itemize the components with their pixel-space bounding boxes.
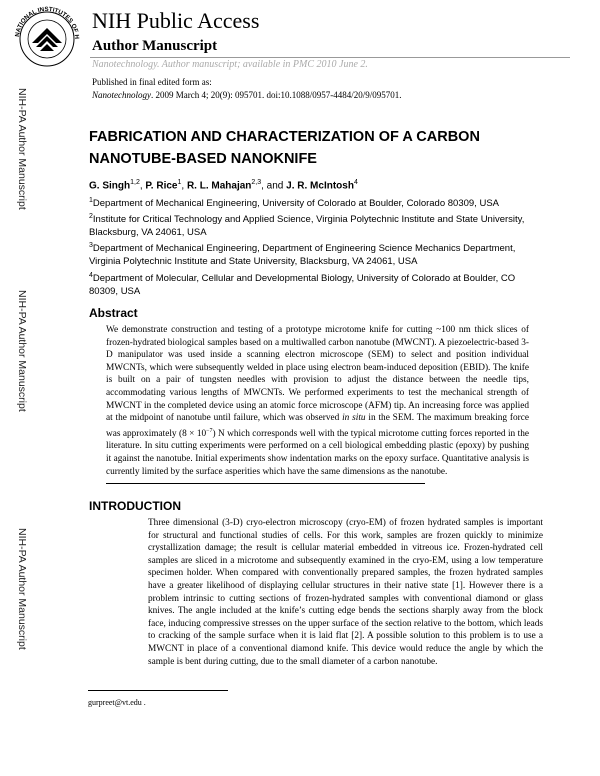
author-affil: 4 [353, 179, 358, 186]
author-name: R. L. Mahajan [186, 180, 252, 192]
side-label-2: NIH-PA Author Manuscript [16, 290, 28, 412]
abstract-text [106, 324, 529, 478]
affiliation-text: Department of Mechanical Engineering, Department of Engineering Science Mechanics Department, Virginia Polytechnic Institute and State University, Blacksburg, VA 24061, USA [89, 243, 516, 268]
abstract-rule [106, 483, 425, 484]
side-label-3: NIH-PA Author Manuscript [16, 528, 28, 650]
author-list [89, 179, 358, 191]
affiliation-text: Department of Molecular, Cellular and Developmental Biology, University of Colorado at Boulder, CO 80309, USA [89, 273, 516, 298]
abstract-heading: Abstract [89, 306, 138, 320]
abstract-part: ) N which corresponds well with the typical microtome cutting forces reported in the literature. In situ cutting experiments were performed on a cell biological embedding plastic (epoxy) by pushing it against the nanotube. Initial experiments show indentation marks on the epoxy surface. Quantitative analysis is currently limited by the surface asperities which have the same dimensions as the nanotube. [106, 428, 529, 477]
author-name: J. R. McIntosh [286, 180, 354, 192]
abstract-part: in the SEM. The maximum breaking force was approximately (8 × 10 [106, 413, 530, 439]
side-label-1: NIH-PA Author Manuscript [16, 88, 28, 210]
citation [92, 90, 401, 100]
author-separator: , and [261, 180, 287, 192]
title-line-1: FABRICATION AND CHARACTERIZATION OF A CARBON [89, 129, 480, 145]
abstract-exponent: −7 [206, 427, 213, 434]
footnote-rule [88, 690, 228, 691]
logo-text: NATIONAL INSTITUTES OF H [14, 6, 81, 40]
author-separator: , [181, 180, 187, 192]
header-title: NIH Public Access [92, 8, 260, 33]
abstract-part: We demonstrate construction and testing of a prototype microtome knife for cutting ~100 nm thick slices of frozen-hydrated biological samples based on a multiwalled carbon nanotube (MWCNT). A piezoelectric-based 3-D manipulator was used inside a scanning electron microscope (SEM) to select and position individual MWCNTs, which were subsequently welded in place using electron beam-induced deposition (EBID). The knife is built on a pair of tungsten needles with provision to adjust the distance between the needle tips, accommodating various lengths of MWCNTs. We performed experiments to test the mechanical strength of MWCNT in the completed device using an atomic force microscope (AFM) tip. An increasing force was applied at the midpoint of nanotube until failure, which was observed [106, 325, 529, 424]
affiliation-number: 2 [89, 213, 93, 220]
nih-logo [10, 6, 85, 69]
affiliation [89, 194, 539, 210]
header-divider [90, 57, 570, 58]
footnote-email: gurpreet@vt.edu . [88, 698, 146, 707]
author-affil: 1 [177, 179, 182, 186]
affiliation [89, 210, 539, 239]
manuscript-status: Nanotechnology. Author manuscript; available in PMC 2010 June 2. [92, 59, 368, 70]
intro-heading: INTRODUCTION [89, 499, 181, 513]
header-subtitle: Author Manuscript [92, 38, 218, 54]
affiliation-number: 1 [89, 197, 93, 204]
affiliation-text: Institute for Critical Technology and Applied Science, Virginia Polytechnic Institute and State University, Blacksburg, VA 24061, USA [89, 214, 525, 239]
citation-details: . 2009 March 4; 20(9): 095701. doi:10.1088/0957-4484/20/9/095701. [151, 90, 402, 100]
affiliation-number: 3 [89, 242, 93, 249]
author-separator: , [139, 180, 146, 192]
title-line-2: NANOTUBE-BASED NANOKNIFE [89, 151, 317, 167]
affiliation [89, 239, 539, 268]
author-affil: 2,3 [251, 179, 262, 186]
abstract-italic: in situ [342, 413, 366, 424]
affiliation-number: 4 [89, 272, 93, 279]
intro-text: Three dimensional (3-D) cryo-electron microscopy (cryo-EM) of frozen hydrated samples is important for structural and functional studies of cells. For this work, samples are frozen quickly to minimize crystallization damage; the result is cellular material embedded in vitreous ice. Frozen-hydrated cell samples are sliced in a microtome and subsequently examined in the cryo-EM, using a low temperature specimen holder. When compared with conventionally prepared samples, the frozen hydrated samples have a greater likelihood of displaying cellular structures in their native state [1]. However there is a problem intrinsic to cutting sections of frozen-hydrated samples with conventional diamond or glass knives. The angle included at the knife’s cutting edge bends the sections sharply away from the block face, inducing compressive stresses on the upper surface of the section relative to the bottom, which leads to cracking of the sample surface when it is laid flat [2]. A possible solution to this problem is to use a MWCNT in place of a conventional diamond knife. This device would reduce the angle by which the sample is bent during cutting, due to the small diameter of a carbon nanotube. [148, 518, 543, 667]
affiliation-text: Department of Mechanical Engineering, University of Colorado at Boulder, Colorado 80309, USA [92, 198, 499, 210]
citation-journal: Nanotechnology [92, 90, 151, 100]
affiliation [89, 269, 539, 298]
author-affil: 1,2 [130, 179, 140, 186]
author-name: P. Rice [145, 180, 178, 192]
article-title [89, 126, 549, 170]
published-label: Published in final edited form as: [92, 77, 212, 87]
author-name: G. Singh [89, 180, 131, 192]
